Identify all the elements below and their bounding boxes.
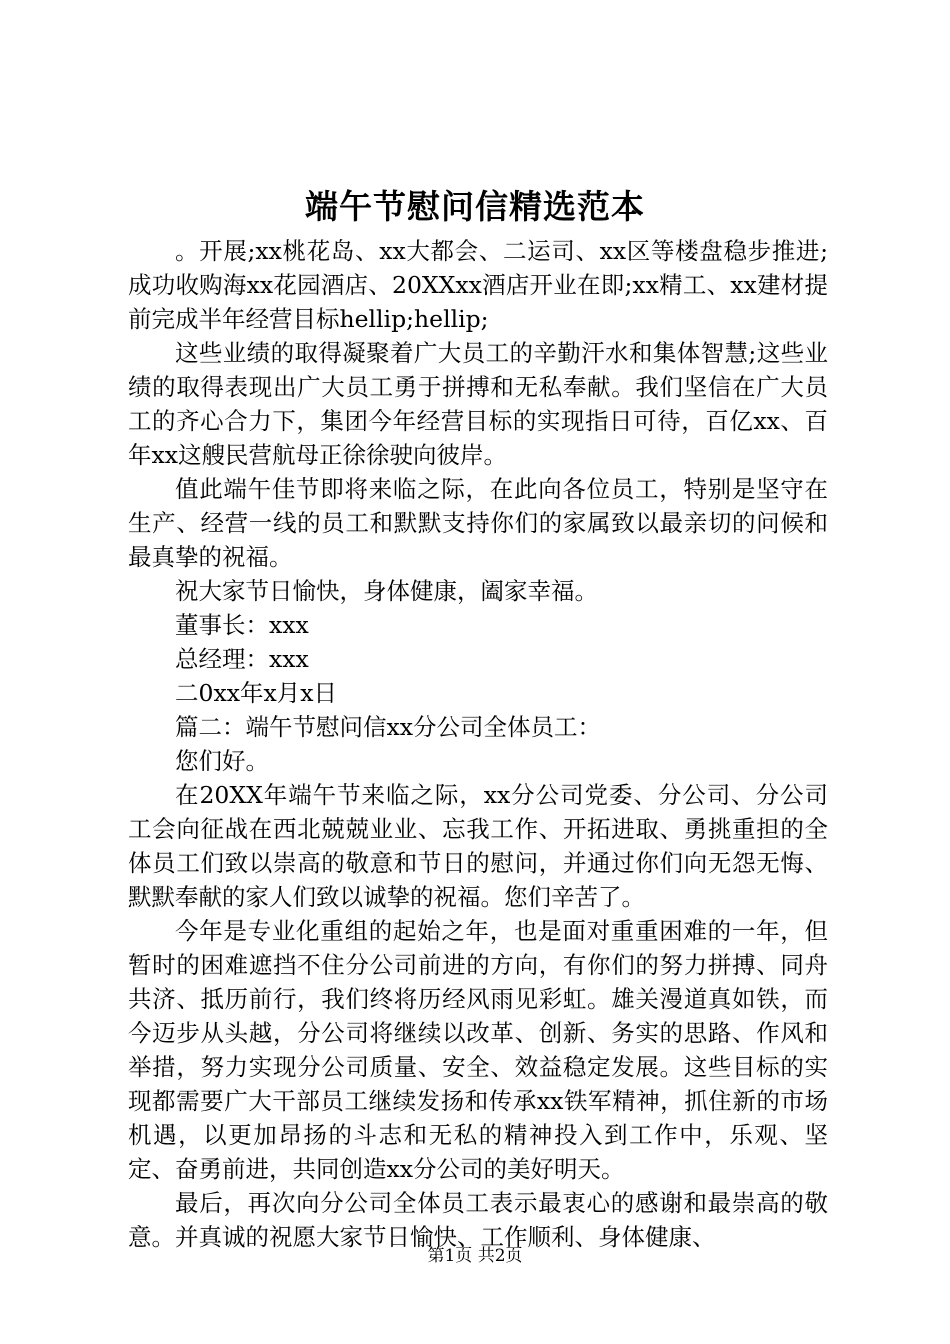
paragraph-blessing: 祝大家节日愉快，身体健康，阖家幸福。 (175, 577, 598, 605)
document-body (128, 234, 828, 1254)
signature-chairman: 董事长：xxx (175, 611, 309, 639)
paragraph-1: 。开展;xx桃花岛、xx大都会、二运司、xx区等楼盘稳步推进;成功收购海xx花园酒店、20XXxx酒店开业在即;xx精工、xx建材提前完成半年经营目标hellip;hellip; (128, 237, 828, 333)
document-title: 端午节慰问信精选范本 (305, 187, 645, 226)
paragraph-2: 这些业绩的取得凝聚着广大员工的辛勤汗水和集体智慧;这些业绩的取得表现出广大员工勇于拼搏和无私奉献。我们坚信在广大员工的齐心合力下，集团今年经营目标的实现指日可待，百亿xx、百年xx这艘民营航母正徐徐驶向彼岸。 (128, 339, 828, 469)
signature-manager: 总经理：xxx (175, 645, 309, 673)
paragraph-6: 最后，再次向分公司全体员工表示最衷心的感谢和最崇高的敬意。并真诚的祝愿大家节日愉快、工作顺利、身体健康、 (128, 1189, 828, 1251)
greeting: 您们好。 (175, 747, 269, 775)
signature-date: 二0xx年x月x日 (175, 679, 337, 707)
section-two-heading: 篇二：端午节慰问信xx分公司全体员工： (175, 713, 602, 741)
paragraph-5: 今年是专业化重组的起始之年，也是面对重重困难的一年，但暂时的困难遮挡不住分公司前进的方向，有你们的努力拼搏、同舟共济、抵历前行，我们终将历经风雨见彩虹。雄关漫道真如铁，而今迈步从头越，分公司将继续以改革、创新、务实的思路、作风和举措，努力实现分公司质量、安全、效益稳定发展。这些目标的实现都需要广大干部员工继续发扬和传承xx铁军精神，抓住新的市场机遇，以更加昂扬的斗志和无私的精神投入到工作中，乐观、坚定、奋勇前进，共同创造xx分公司的美好明天。 (128, 917, 828, 1183)
page-footer: 第1页 共2页 (427, 1246, 523, 1266)
paragraph-3: 值此端午佳节即将来临之际，在此向各位员工，特别是坚守在生产、经营一线的员工和默默支持你们的家属致以最亲切的问候和最真挚的祝福。 (128, 475, 828, 571)
paragraph-4: 在20XX年端午节来临之际，xx分公司党委、分公司、分公司工会向征战在西北兢兢业业、忘我工作、开拓进取、勇挑重担的全体员工们致以崇高的敬意和节日的慰问，并通过你们向无怨无悔、默默奉献的家人们致以诚挚的祝福。您们辛苦了。 (128, 781, 828, 911)
